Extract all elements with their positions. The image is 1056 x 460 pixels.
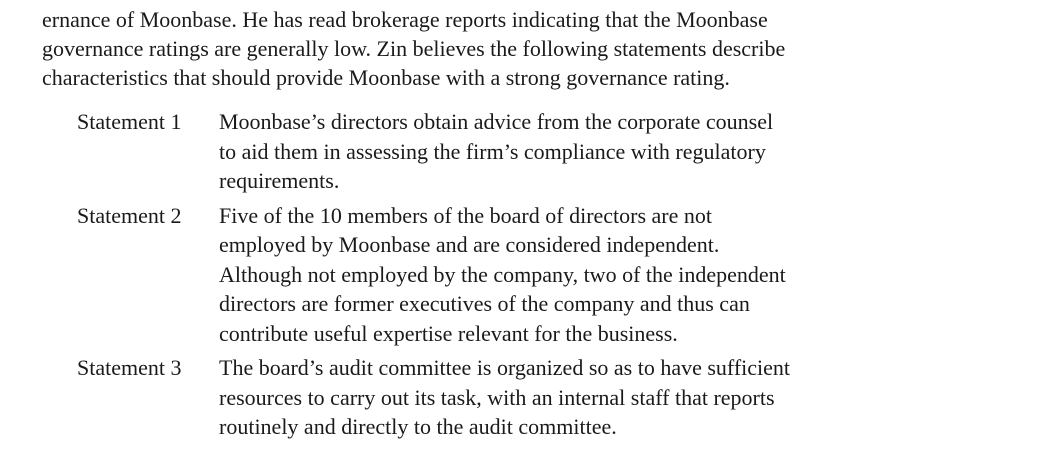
statement-text: [219, 201, 786, 349]
statement-line: routinely and directly to the audit committee.: [219, 414, 617, 439]
statement-3: [77, 353, 877, 442]
statement-list: [77, 107, 877, 447]
statement-1: [77, 107, 877, 196]
statement-line: Although not employed by the company, two of the independent: [219, 261, 786, 287]
statement-line: resources to carry out its task, with an internal staff that reports: [219, 384, 775, 410]
intro-line: governance ratings are generally low. Zin believes the following statements describe: [42, 36, 786, 61]
statement-line: contribute useful expertise relevant for the business.: [219, 320, 678, 346]
statement-line: directors are former executives of the company and thus can: [219, 291, 750, 316]
statement-label: Statement 1: [77, 109, 182, 134]
statement-label: Statement 3: [77, 355, 182, 380]
statement-text: [219, 353, 790, 442]
intro-paragraph: [42, 5, 902, 92]
statement-text: [219, 107, 773, 196]
statement-label: Statement 2: [77, 202, 182, 228]
statement-line: Five of the 10 members of the board of directors are not: [219, 202, 713, 228]
intro-line: characteristics that should provide Moonbase with a strong governance rating.: [42, 65, 730, 90]
statement-line: employed by Moonbase and are considered independent.: [219, 232, 720, 257]
statement-line: to aid them in assessing the firm’s compliance with regulatory: [219, 138, 766, 164]
statement-2: [77, 201, 877, 349]
statement-line: requirements.: [219, 168, 340, 193]
statement-line: Moonbase’s directors obtain advice from the corporate counsel: [219, 109, 774, 134]
intro-line: ernance of Moonbase. He has read brokerage reports indicating that the Moonbase: [42, 7, 768, 32]
statement-line: The board’s audit committee is organized so as to have sufficient: [219, 355, 791, 380]
